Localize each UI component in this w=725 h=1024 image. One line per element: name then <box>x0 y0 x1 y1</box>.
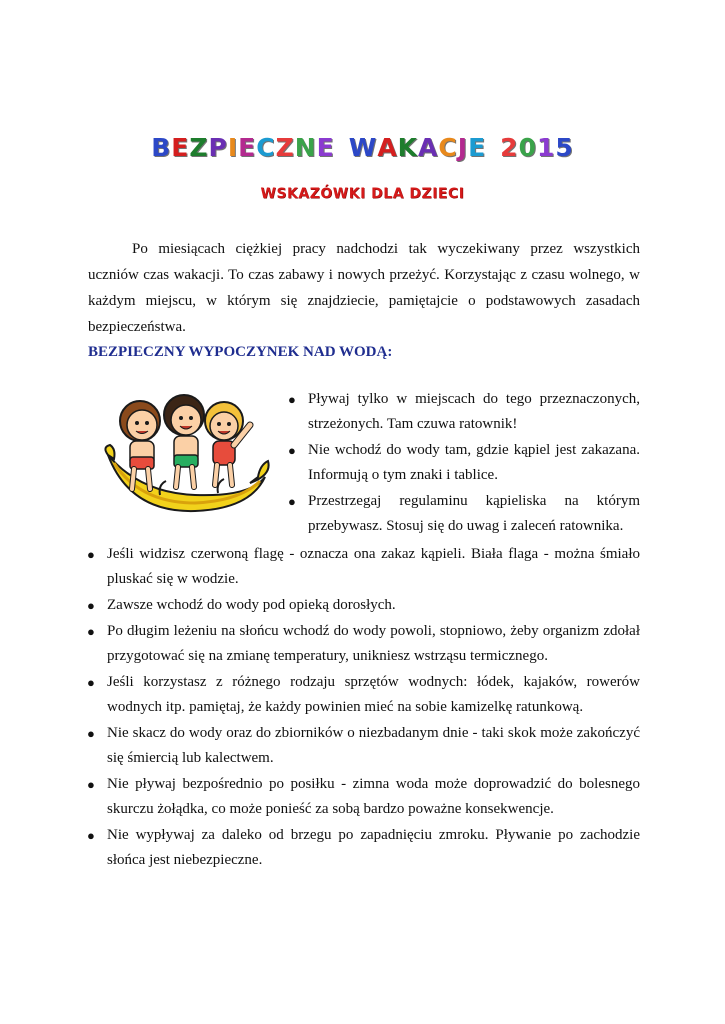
list-item-text: Pływaj tylko w miejscach do tego przeznaczonych, strzeżonych. Tam czuwa ratownik! <box>308 391 640 432</box>
bullet-icon: ● <box>87 726 95 741</box>
bullet-icon: ● <box>288 443 296 458</box>
bullet-icon: ● <box>87 777 95 792</box>
title-word: 2015 <box>500 133 574 162</box>
section-heading: BEZPIECZNY WYPOCZYNEK NAD WODĄ: <box>88 344 393 360</box>
list-item <box>87 721 640 771</box>
bullet-list-main <box>87 542 640 874</box>
list-item-text: Jeśli widzisz czerwoną flagę - oznacza ona zakaz kąpieli. Biała flaga - można śmiało pluskać się w wodzie. <box>107 546 640 587</box>
bullet-icon: ● <box>87 675 95 690</box>
list-item-text: Nie pływaj bezpośrednio po posiłku - zimna woda może doprowadzić do bolesnego skurczu żołądka, co może ponieść za sobą bardzo poważne konsekwencje. <box>107 776 640 817</box>
page-title <box>0 133 725 163</box>
bullet-icon: ● <box>288 494 296 509</box>
bullet-icon: ● <box>87 828 95 843</box>
list-item <box>87 670 640 720</box>
bullet-icon: ● <box>288 392 296 407</box>
list-item <box>87 619 640 669</box>
list-item <box>288 489 640 539</box>
list-item-text: Przestrzegaj regulaminu kąpieliska na którym przebywasz. Stosuj się do uwag i zaleceń ratownika. <box>308 493 640 534</box>
list-item <box>288 438 640 488</box>
list-item <box>87 593 640 618</box>
bullet-list-top <box>288 387 640 540</box>
bullet-icon: ● <box>87 547 95 562</box>
list-item-text: Nie wchodź do wody tam, gdzie kąpiel jest zakazana. Informują o tym znaki i tablice. <box>308 442 640 483</box>
list-item <box>87 772 640 822</box>
list-item-text: Nie skacz do wody oraz do zbiorników o niezbadanym dnie - taki skok może zakończyć się śmiercią lub kalectwem. <box>107 725 640 766</box>
list-item-text: Zawsze wchodź do wody pod opieką dorosłych. <box>107 597 396 613</box>
list-item <box>87 823 640 873</box>
title-word: WAKACJE <box>348 133 487 162</box>
list-item-text: Nie wypływaj za daleko od brzegu po zapadnięciu zmroku. Pływanie po zachodzie słońca jest niebezpieczne. <box>107 827 640 868</box>
list-item <box>288 387 640 437</box>
list-item-text: Po długim leżeniu na słońcu wchodź do wody powoli, stopniowo, żeby organizm zdołał przygotować się na zmianę temperatury, unikniesz wstrząsu termicznego. <box>107 623 640 664</box>
bullet-icon: ● <box>87 598 95 613</box>
list-item-text: Jeśli korzystasz z różnego rodzaju sprzętów wodnych: łódek, kajaków, rowerów wodnych itp. pamiętaj, że każdy powinien mieć na sobie kamizelkę ratunkową. <box>107 674 640 715</box>
title-word: BEZPIECZNE <box>151 133 335 162</box>
list-item <box>87 542 640 592</box>
intro-paragraph: Po miesiącach ciężkiej pracy nadchodzi tak wyczekiwany przez wszystkich uczniów czas wakacji. To czas zabawy i nowych przeżyć. Korzystając z czasu wolnego, w każdym miejscu, w którym się znajdziecie, pamiętajcie o podstawowych zasadach bezpieczeństwa. <box>88 241 640 335</box>
children-on-banana-boat-illustration <box>100 385 272 525</box>
bullet-icon: ● <box>87 624 95 639</box>
page-subtitle: WSKAZÓWKI DLA DZIECI <box>260 186 465 202</box>
